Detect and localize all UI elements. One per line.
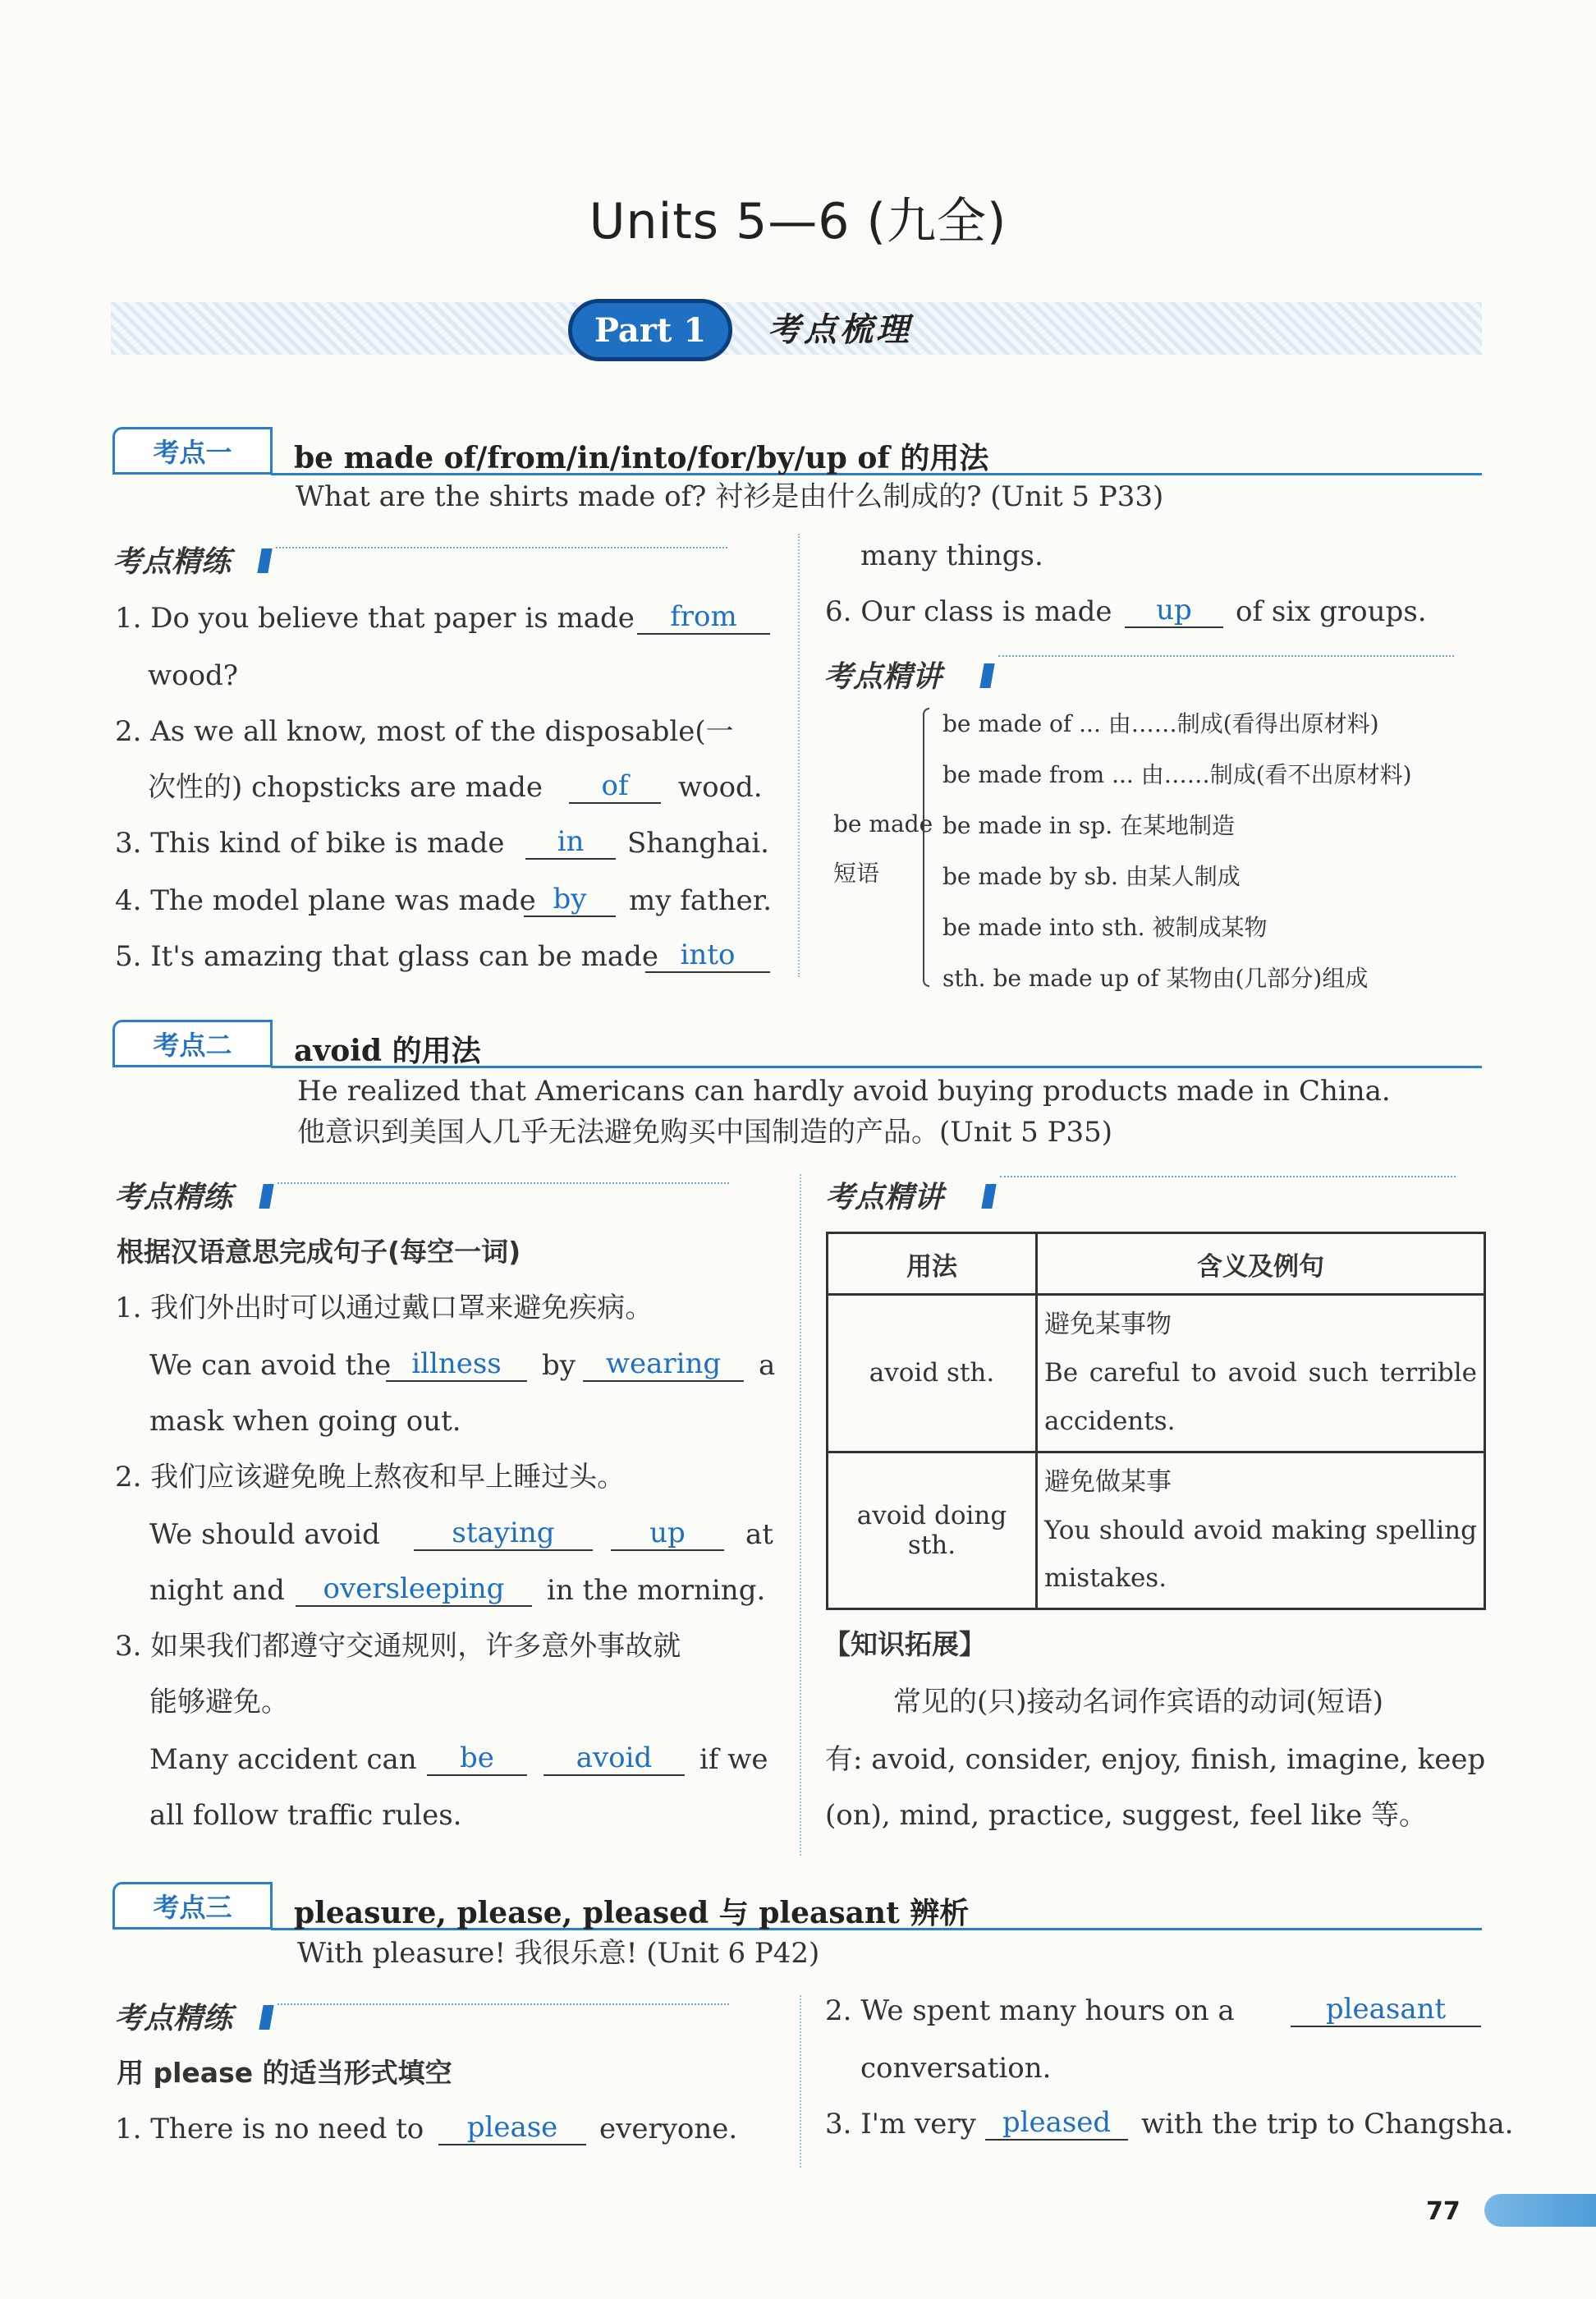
kp1-q4-text: 4. The model plane was made	[115, 884, 536, 917]
kp2-practice-title: 考点精练	[114, 1181, 233, 1214]
meaning-example: You should avoid making spelling mistakes.	[1044, 1515, 1477, 1594]
kp1-q5-text: 5. It's amazing that glass can be made	[115, 940, 659, 973]
kp3-q2-text: 2. We spent many hours on a	[825, 1994, 1235, 2027]
part-badge	[568, 299, 732, 361]
ext-line-2: 有: avoid, consider, enjoy, finish, imagine, keep	[825, 1743, 1486, 1776]
kp3-heading: pleasure, please, pleased 与 pleasant 辨析	[294, 1896, 970, 1930]
table-cell-meaning	[1037, 1295, 1485, 1452]
kp2-q1-zh: 1. 我们外出时可以通过戴口罩来避免疾病。	[115, 1292, 654, 1324]
kp1-q4-post: my father.	[629, 884, 773, 917]
ext-line-1: 常见的(只)接动名词作宾语的动词(短语)	[893, 1686, 1384, 1719]
page-number-band	[1484, 2194, 1596, 2227]
kp2-q3-cont: all follow traffic rules.	[149, 1799, 462, 1832]
kp2-q3-answer1: be	[427, 1744, 527, 1776]
table-header-usage: 用法	[828, 1233, 1037, 1295]
kp2-tag: 考点二	[112, 1020, 273, 1067]
kp2-q1-answer1: illness	[386, 1350, 527, 1382]
column-divider	[798, 534, 800, 977]
kp1-heading: be made of/from/in/into/for/by/up of 的用法	[294, 441, 989, 475]
kp1-q3-text: 3. This kind of bike is made	[115, 827, 505, 860]
kp2-heading: avoid 的用法	[294, 1034, 481, 1068]
kp3-q1-text: 1. There is no need to	[115, 2113, 424, 2145]
kp2-lecture-title: 考点精讲	[825, 1181, 944, 1214]
kp3-q3-text: 3. I'm very	[825, 2108, 976, 2141]
kp3-q1-answer: please	[438, 2113, 586, 2145]
kp1-q6-post: of six groups.	[1236, 595, 1427, 628]
dotted-rule	[276, 547, 727, 548]
kp2-q2-answer2: up	[611, 1519, 724, 1551]
kp1-q6-text: 6. Our class is made	[825, 595, 1112, 628]
kp2-q2-answer3: oversleeping	[296, 1575, 532, 1607]
kp1-q2-answer: of	[569, 772, 661, 804]
kp1-q4-answer: by	[524, 885, 616, 917]
phrase-2: be made from ... 由……制成(看不出原材料)	[942, 761, 1412, 788]
ext-title: 【知识拓展】	[823, 1628, 986, 1660]
kp2-q1-en2: by	[542, 1349, 576, 1382]
kp2-instruction: 根据汉语意思完成句子(每空一词)	[117, 1236, 521, 1268]
kp1-q3-answer: in	[525, 828, 616, 860]
kp2-q2-en3: night and	[149, 1574, 285, 1607]
kp1-q2-cont: 次性的) chopsticks are made	[148, 771, 543, 804]
dotted-rule	[277, 2003, 729, 2005]
kp1-q5-answer: into	[645, 941, 770, 973]
kp1-q1-text: 1. Do you believe that paper is made	[115, 602, 635, 635]
kp2-q2-answer1: staying	[414, 1519, 593, 1551]
kp2-q2-en1: We should avoid	[149, 1518, 380, 1551]
table-row	[828, 1452, 1485, 1609]
kp2-q2-en2: at	[745, 1518, 773, 1551]
kp2-example-zh: 他意识到美国人几乎无法避免购买中国制造的产品。(Unit 5 P35)	[297, 1116, 1113, 1149]
meaning-zh: 避免做某事	[1044, 1466, 1172, 1497]
phrase-6: sth. be made up of 某物由(几部分)组成	[942, 965, 1369, 992]
kp3-q2-answer: pleasant	[1291, 1995, 1481, 2027]
kp3-q2-cont: conversation.	[860, 2052, 1052, 2085]
kp1-lecture-title: 考点精讲	[823, 660, 942, 694]
column-divider	[800, 1174, 801, 1856]
part-title: 考点梳理	[768, 310, 912, 349]
meaning-zh: 避免某事物	[1044, 1310, 1172, 1339]
kp3-q1-post: everyone.	[599, 2113, 738, 2145]
kp3-example: With pleasure! 我很乐意! (Unit 6 P42)	[297, 1937, 820, 1970]
part-number: 1	[683, 310, 707, 350]
table-cell-meaning	[1037, 1452, 1485, 1609]
marker-icon	[259, 1184, 273, 1209]
phrase-1: be made of ... 由……制成(看得出原材料)	[942, 710, 1379, 737]
phrase-3: be made in sp. 在某地制造	[942, 812, 1236, 839]
table-cell-usage: avoid doing sth.	[828, 1452, 1037, 1609]
kp1-q6-answer: up	[1125, 596, 1223, 628]
kp2-q3-answer2: avoid	[543, 1744, 685, 1776]
phrase-5: be made into sth. 被制成某物	[942, 914, 1268, 941]
marker-icon	[259, 2005, 273, 2030]
kp3-q3-answer: pleased	[985, 2109, 1128, 2141]
kp1-q2-text: 2. As we all know, most of the disposable(一	[115, 715, 734, 748]
kp2-q2-zh: 2. 我们应该避免晚上熬夜和早上睡过头。	[115, 1461, 626, 1494]
kp1-practice-title: 考点精练	[112, 545, 232, 579]
table-header-meaning: 含义及例句	[1037, 1233, 1485, 1295]
ext-line-3: (on), mind, practice, suggest, feel like 等。	[825, 1799, 1428, 1832]
phrase-label-cn: 短语	[833, 860, 880, 887]
dotted-rule	[1000, 1176, 1456, 1177]
table-row	[828, 1295, 1485, 1452]
kp1-q3-post: Shanghai.	[627, 827, 769, 860]
kp2-q1-answer2: wearing	[583, 1350, 744, 1382]
kp2-q1-cont: mask when going out.	[149, 1405, 461, 1438]
kp1-example: What are the shirts made of? 衬衫是由什么制成的? (Unit 5 P33)	[296, 480, 1164, 513]
table-cell-usage: avoid sth.	[828, 1295, 1037, 1452]
column-divider	[800, 1995, 801, 2168]
kp2-q3-en2: if we	[699, 1743, 768, 1776]
usage-table	[826, 1232, 1486, 1610]
kp2-q1-en3: a	[759, 1349, 776, 1382]
marker-icon	[257, 548, 272, 573]
kp3-practice-title: 考点精练	[114, 2002, 233, 2035]
kp2-q3-en1: Many accident can	[149, 1743, 417, 1776]
page-number: 77	[1426, 2197, 1461, 2226]
kp1-q1-cont: wood?	[148, 659, 239, 692]
kp2-q3-zh1: 3. 如果我们都遵守交通规则，许多意外事故就	[115, 1630, 681, 1663]
part-label: Part	[594, 310, 672, 350]
kp1-tag: 考点一	[112, 427, 273, 475]
kp1-q2-post: wood.	[678, 771, 763, 804]
marker-icon	[979, 663, 994, 688]
kp3-q3-post: with the trip to Changsha.	[1141, 2108, 1514, 2141]
kp2-q3-zh2: 能够避免。	[149, 1686, 289, 1719]
kp2-q2-en4: in the morning.	[547, 1574, 766, 1607]
kp3-tag: 考点三	[112, 1882, 273, 1930]
page-title: Units 5—6 (九全)	[589, 193, 1007, 250]
kp2-q1-en1: We can avoid the	[149, 1349, 392, 1382]
meaning-example: Be careful to avoid such terrible accidents.	[1044, 1357, 1477, 1436]
kp3-instruction: 用 please 的适当形式填空	[117, 2057, 452, 2089]
phrase-4: be made by sb. 由某人制成	[942, 863, 1241, 890]
kp1-q5-cont: many things.	[860, 539, 1043, 572]
kp1-q1-answer: from	[637, 603, 770, 635]
dotted-rule	[998, 655, 1454, 657]
phrase-label: be made	[833, 810, 933, 837]
brace-icon	[923, 708, 929, 987]
dotted-rule	[277, 1182, 729, 1184]
marker-icon	[981, 1184, 996, 1209]
kp2-example-en: He realized that Americans can hardly avoid buying products made in China.	[297, 1075, 1391, 1108]
